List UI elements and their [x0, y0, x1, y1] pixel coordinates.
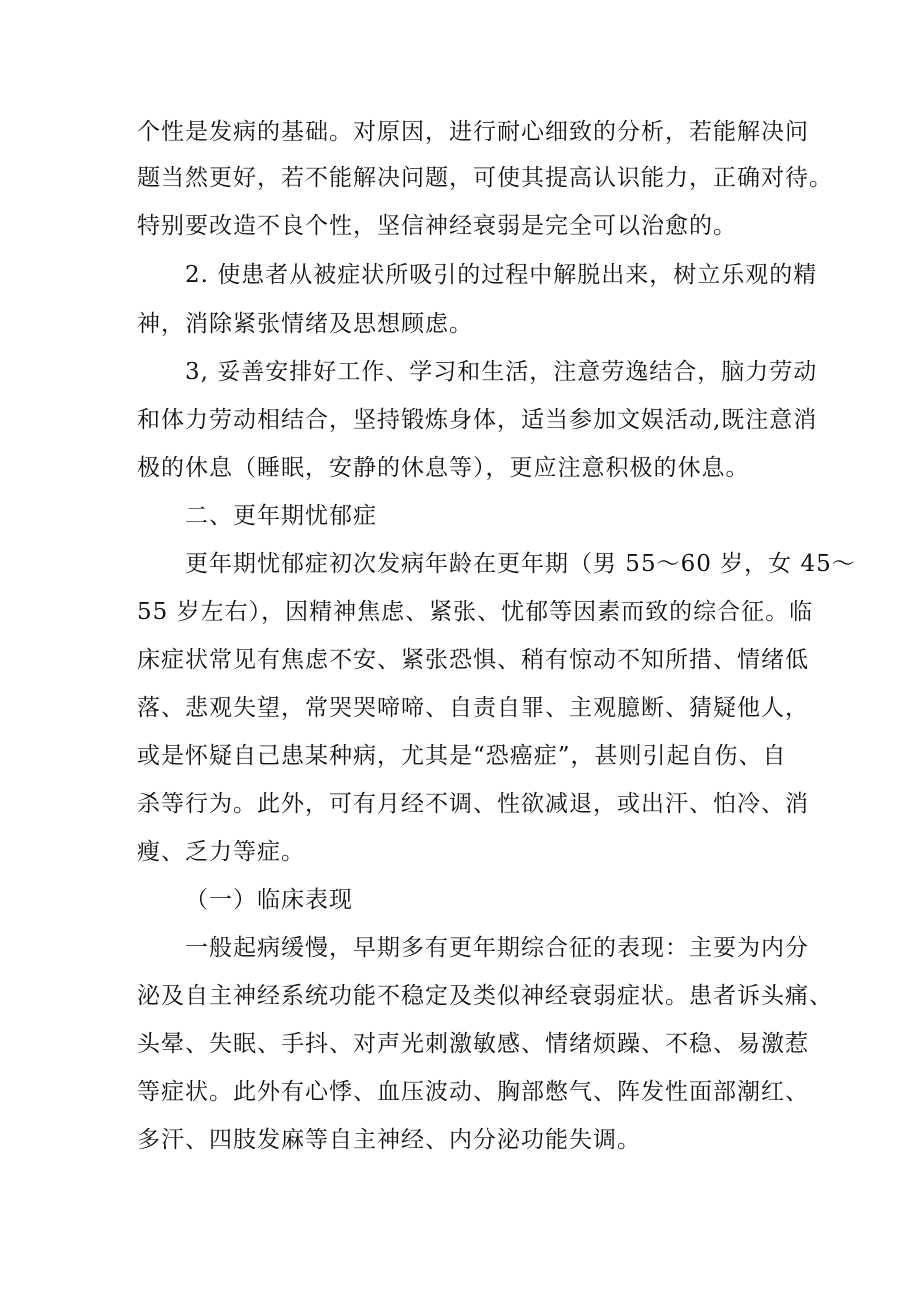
text-line: 头晕、失眠、手抖、对声光刺激敏感、情绪烦躁、不稳、易激惹: [137, 1031, 809, 1057]
text-line: 多汗、四肢发麻等自主神经、内分泌功能失调。: [137, 1127, 641, 1153]
text-line: 瘦、乏力等症。: [137, 839, 305, 865]
text-line: 极的休息（睡眠，安静的休息等），更应注意积极的休息。: [137, 455, 750, 481]
section-heading: 二、更年期忧郁症: [185, 503, 377, 529]
text-line: 一般起病缓慢，早期多有更年期综合征的表现：主要为内分: [185, 935, 809, 961]
text-line: 和体力劳动相结合，坚持锻炼身体，适当参加文娱活动,既注意消: [137, 407, 818, 433]
text-line: 神，消除紧张情绪及思想顾虑。: [137, 311, 473, 337]
text-line: 55 岁左右），因精神焦虑、紧张、忧郁等因素而致的综合征。临: [137, 599, 814, 625]
text-line: 床症状常见有焦虑不安、紧张恐惧、稍有惊动不知所措、情绪低: [137, 647, 809, 673]
text-line: 或是怀疑自己患某种病，尤其是“恐癌症”，甚则引起自伤、自: [137, 743, 787, 769]
text-line: 特别要改造不良个性，坚信神经衰弱是完全可以治愈的。: [137, 213, 737, 239]
text-line: 个性是发病的基础。对原因，进行耐心细致的分析，若能解决问: [137, 119, 809, 145]
text-line: 2. 使患者从被症状所吸引的过程中解脱出来，树立乐观的精: [185, 262, 818, 288]
text-line: 泌及自主神经系统功能不稳定及类似神经衰弱症状。患者诉头痛、: [137, 983, 833, 1009]
text-line: 落、悲观失望，常哭哭啼啼、自责自罪、主观臆断、猜疑他人，: [137, 695, 809, 721]
text-line: 杀等行为。此外，可有月经不调、性欲减退，或出汗、怕冷、消: [137, 791, 809, 817]
text-line: 题当然更好，若不能解决问题，可使其提高认识能力，正确对待。: [137, 165, 833, 191]
text-line: 3, 妥善安排好工作、学习和生活，注意劳逸结合，脑力劳动: [185, 359, 818, 385]
subsection-heading: （一）临床表现: [185, 887, 353, 913]
text-line: 等症状。此外有心悸、血压波动、胸部憋气、阵发性面部潮红、: [137, 1079, 809, 1105]
text-line: 更年期忧郁症初次发病年龄在更年期（男 55～60 岁，女 45～: [185, 551, 856, 577]
